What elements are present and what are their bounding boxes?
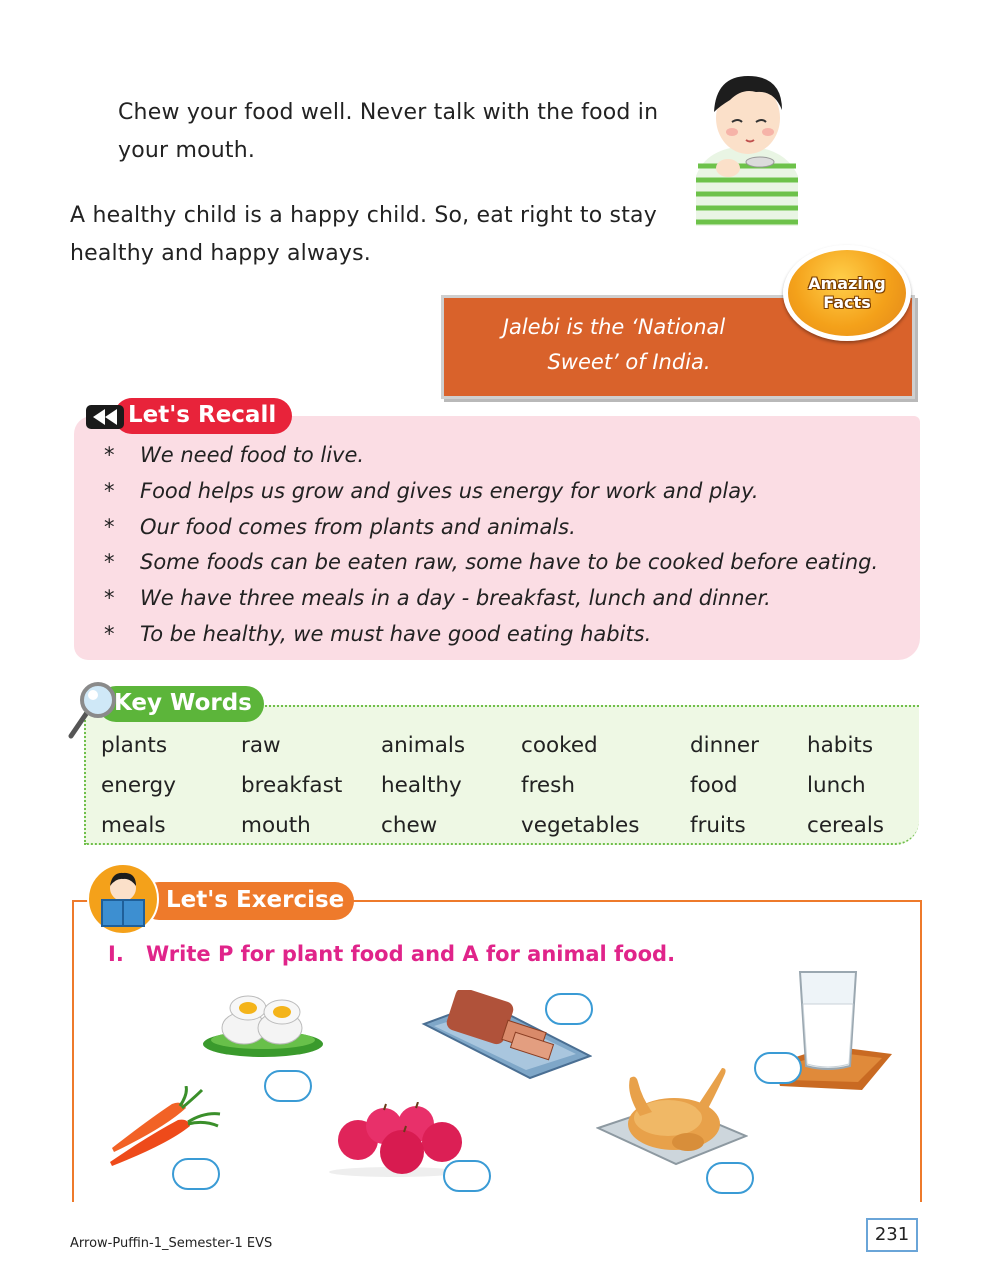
key-word: plants	[101, 733, 168, 758]
key-word: chew	[381, 813, 438, 838]
footer-book-title: Arrow-Puffin-1_Semester-1 EVS	[70, 1236, 273, 1251]
key-word: dinner	[690, 733, 759, 758]
boy-eating-illustration	[686, 66, 806, 226]
key-word: food	[690, 773, 738, 798]
fact-text-line2: Sweet’ of India.	[547, 350, 711, 374]
key-word: cereals	[807, 813, 884, 838]
exercise-question: I. Write P for plant food and A for animal food.	[108, 942, 676, 966]
key-word: cooked	[521, 733, 598, 758]
badge-line1: Amazing	[808, 274, 886, 293]
eggs-image	[200, 990, 326, 1060]
key-word: lunch	[807, 773, 866, 798]
list-item: * We need food to live.	[104, 443, 365, 467]
key-word: healthy	[381, 773, 462, 798]
key-words-heading: Key Words	[98, 686, 264, 722]
key-word: vegetables	[521, 813, 640, 838]
key-word: energy	[101, 773, 176, 798]
reading-boy-icon	[86, 862, 160, 936]
amazing-facts-badge	[783, 245, 911, 341]
key-words-panel	[84, 705, 919, 845]
key-word: animals	[381, 733, 466, 758]
key-word: fruits	[690, 813, 746, 838]
key-word: fresh	[521, 773, 575, 798]
recall-list	[104, 438, 878, 653]
key-word: habits	[807, 733, 874, 758]
carrots-image	[108, 1086, 224, 1168]
rewind-icon	[85, 404, 125, 430]
list-item: * We have three meals in a day - breakfast, lunch and dinner.	[104, 586, 771, 611]
key-word: raw	[241, 733, 281, 758]
answer-box-meat-loaf[interactable]	[545, 993, 593, 1025]
recall-heading: Let's Recall	[114, 398, 292, 434]
key-word: mouth	[241, 813, 311, 838]
list-item: * To be healthy, we must have good eating habits.	[104, 621, 652, 646]
intro-line-chew: Chew your food well. Never talk with the food in your mouth.	[118, 100, 659, 163]
fact-text-line1: Jalebi is the ‘National	[502, 315, 726, 339]
page-number: 231	[866, 1218, 918, 1252]
intro-line-healthy: A healthy child is a happy child. So, eat right to stay healthy and happy always.	[70, 203, 657, 266]
exercise-heading: Let's Exercise	[140, 882, 354, 920]
badge-line2: Facts	[823, 293, 871, 312]
list-item: * Some foods can be eaten raw, some have to be cooked before eating.	[104, 550, 879, 575]
answer-box-apples[interactable]	[443, 1160, 491, 1192]
roast-chicken-image	[596, 1064, 748, 1166]
answer-box-chicken[interactable]	[706, 1162, 754, 1194]
answer-box-milk[interactable]	[754, 1052, 802, 1084]
list-item: * Food helps us grow and gives us energy for work and play.	[104, 478, 759, 503]
answer-box-eggs[interactable]	[264, 1070, 312, 1102]
answer-box-carrots[interactable]	[172, 1158, 220, 1190]
list-item: * Our food comes from plants and animals.	[104, 514, 576, 539]
key-word: meals	[101, 813, 166, 838]
key-word: breakfast	[241, 773, 343, 798]
